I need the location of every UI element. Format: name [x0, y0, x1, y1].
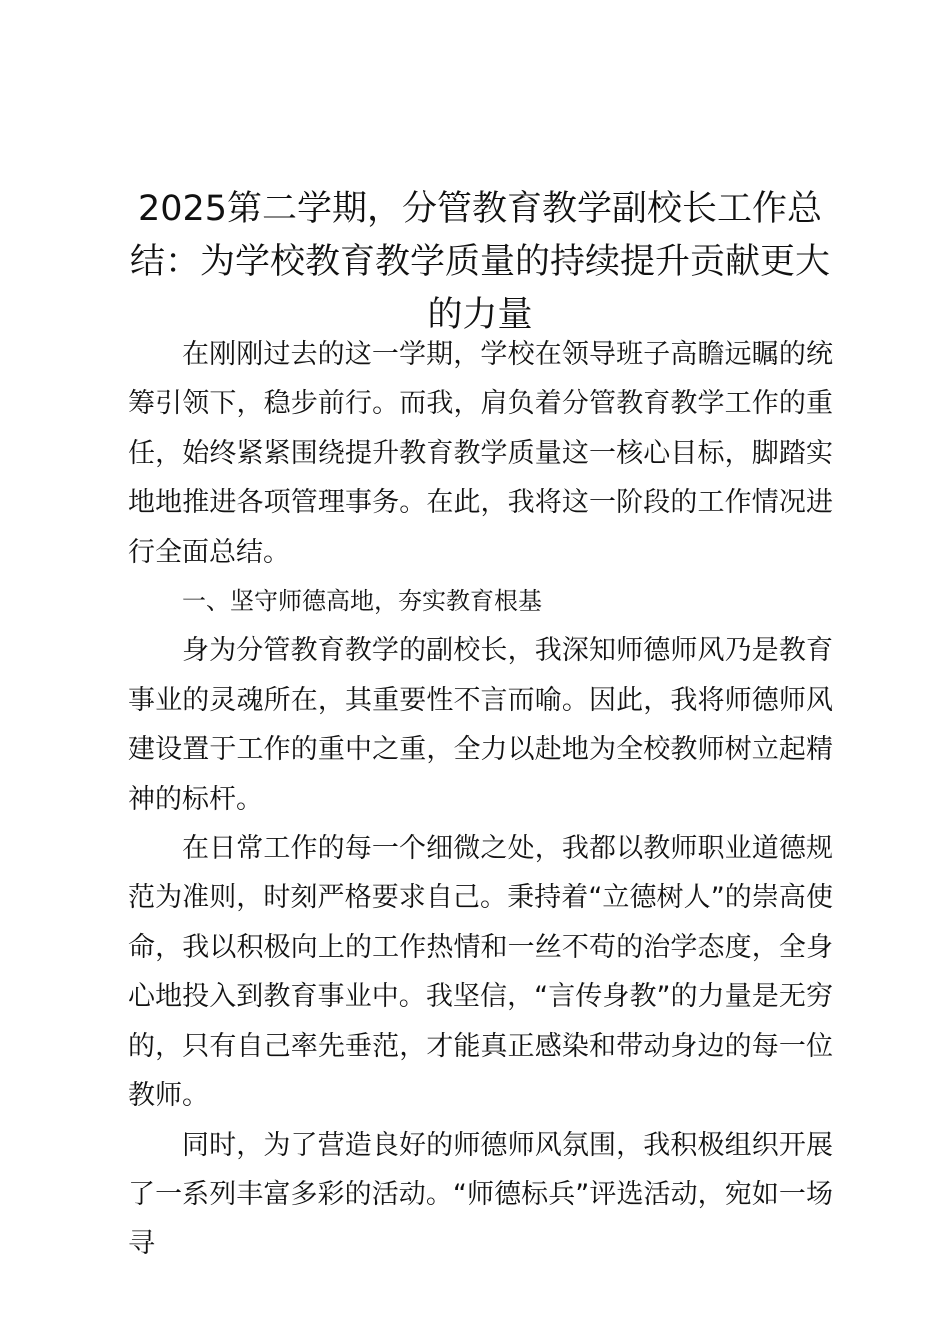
paragraph-activities: 同时，为了营造良好的师德师风氛围，我积极组织开展了一系列丰富多彩的活动。“师德标兵”评选活动，宛如一场寻 [128, 1129, 833, 1260]
document-body [128, 330, 833, 1269]
paragraph-self-discipline: 在日常工作的每一个细微之处，我都以教师职业道德规范为准则，时刻严格要求自己。秉持着“立德树人”的崇高使命，我以积极向上的工作热情和一丝不苟的治学态度，全身心地投入到教育事业中。我坚信，“言传身教”的力量是无穷的，只有自己率先垂范，才能真正感染和带动身边的每一位教师。 [128, 833, 833, 1112]
section-heading-1: 一、坚守师德高地，夯实教育根基 [182, 587, 542, 616]
paragraph-intro: 在刚刚过去的这一学期，学校在领导班子高瞻远瞩的统筹引领下，稳步前行。而我，肩负着分管教育教学工作的重任，始终紧紧围绕提升教育教学质量这一核心目标，脚踏实地地推进各项管理事务。在此，我将这一阶段的工作情况进行全面总结。 [128, 339, 833, 568]
paragraph-ethics-importance: 身为分管教育教学的副校长，我深知师德师风乃是教育事业的灵魂所在，其重要性不言而喻。因此，我将师德师风建设置于工作的重中之重，全力以赴地为全校教师树立起精神的标杆。 [128, 635, 833, 815]
document-title: 2025第二学期，分管教育教学副校长工作总结：为学校教育教学质量的持续提升贡献更大的力量 [129, 189, 830, 335]
